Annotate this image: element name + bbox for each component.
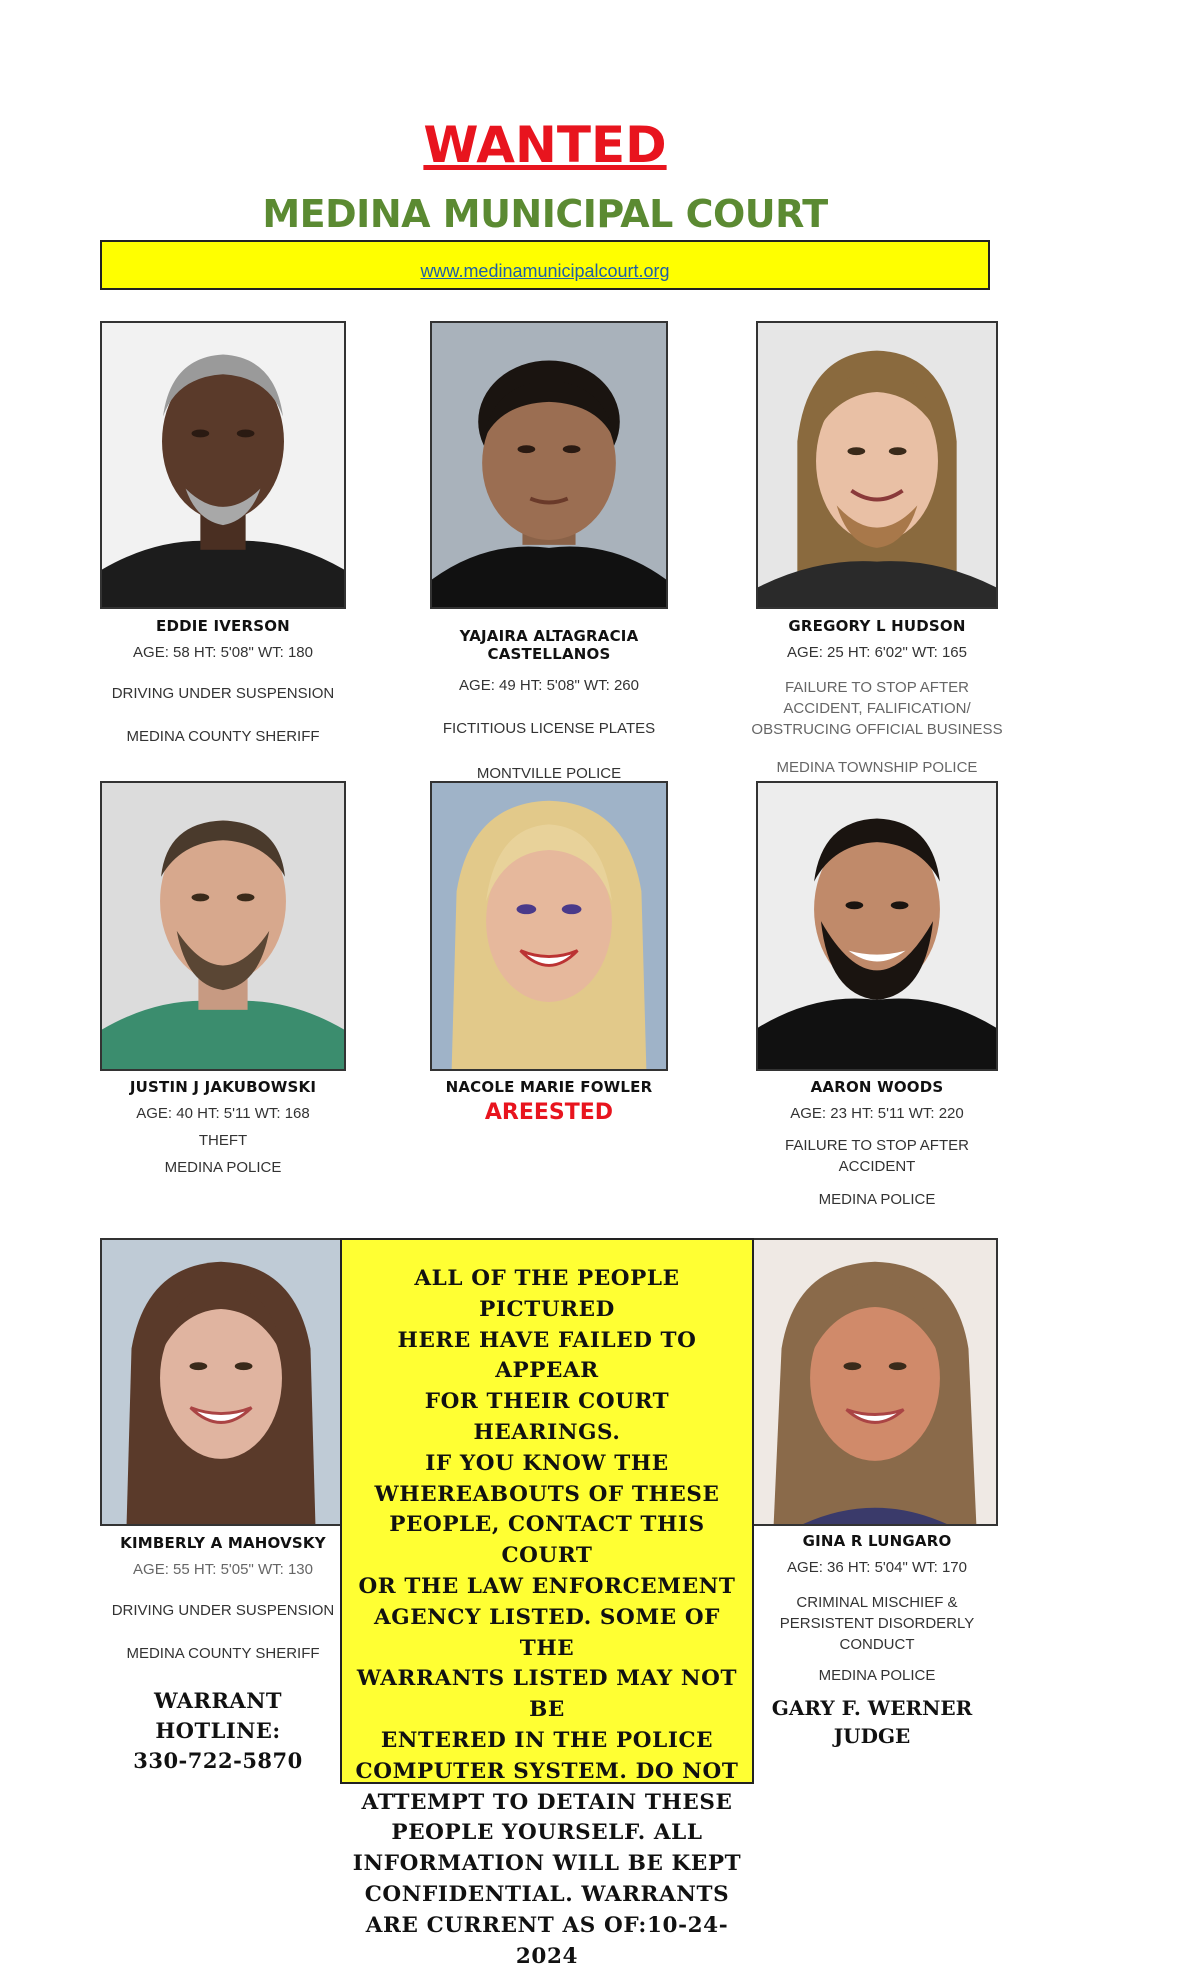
person-stats: AGE: 23 HT: 5'11 WT: 220 xyxy=(790,1105,964,1122)
notice-line: ENTERED IN THE POLICE xyxy=(380,1727,714,1753)
notice-line: IF YOU KNOW THE xyxy=(425,1450,669,1476)
person-stats: AGE: 25 HT: 6'02" WT: 165 xyxy=(787,644,967,661)
person-agency: MEDINA POLICE xyxy=(818,1191,936,1208)
notice-line: PEOPLE, CONTACT THIS COURT xyxy=(389,1512,705,1569)
person-name-line1: YAJAIRA ALTAGRACIA xyxy=(459,627,639,645)
person-card-gina-lungaro xyxy=(737,1532,1017,1686)
person-charge: DRIVING UNDER SUSPENSION xyxy=(111,685,335,702)
person-card-eddie-iverson xyxy=(80,617,366,747)
arrested-status: AREESTED xyxy=(484,1100,614,1125)
person-charge-line1: CRIMINAL MISCHIEF & xyxy=(796,1594,958,1611)
notice-line: OR THE LAW ENFORCEMENT xyxy=(358,1573,736,1599)
notice-line: FOR THEIR COURT HEARINGS. xyxy=(424,1389,670,1445)
notice-line: INFORMATION WILL BE KEPT xyxy=(352,1851,742,1877)
person-charge: DRIVING UNDER SUSPENSION xyxy=(111,1602,335,1619)
mugshot-yajaira-castellanos xyxy=(430,321,668,609)
judge-title: JUDGE xyxy=(833,1724,911,1748)
person-charge-line2: ACCIDENT xyxy=(838,1158,916,1175)
person-agency: MEDINA COUNTY SHERIFF xyxy=(126,1645,320,1662)
person-name: AARON WOODS xyxy=(810,1078,944,1096)
person-card-kimberly-mahovsky xyxy=(80,1534,366,1664)
person-card-aaron-woods xyxy=(737,1078,1017,1210)
mugshot-kimberly-mahovsky xyxy=(100,1238,342,1526)
person-agency: MEDINA TOWNSHIP POLICE xyxy=(776,759,978,776)
mugshot-justin-jakubowski xyxy=(100,781,346,1071)
hotline-label-line1: WARRANT xyxy=(153,1688,283,1713)
person-stats: AGE: 55 HT: 5'05" WT: 130 xyxy=(133,1561,313,1578)
notice-line: ARE CURRENT AS OF:10-24-2024 xyxy=(365,1912,729,1969)
mugshot-gina-lungaro xyxy=(752,1238,998,1526)
person-name: GINA R LUNGARO xyxy=(802,1532,952,1550)
person-card-nacole-fowler xyxy=(410,1078,688,1125)
person-name: NACOLE MARIE FOWLER xyxy=(445,1078,653,1096)
person-charge-line3: OBSTRUCING OFFICIAL BUSINESS xyxy=(751,721,1003,738)
judge-signature xyxy=(752,1694,992,1750)
person-agency: MEDINA COUNTY SHERIFF xyxy=(126,728,320,745)
notice-line: ALL OF THE PEOPLE PICTURED xyxy=(414,1266,680,1322)
hotline-label-line2: HOTLINE: xyxy=(155,1718,281,1743)
mugshot-aaron-woods xyxy=(756,781,998,1071)
notice-line: PEOPLE YOURSELF. ALL xyxy=(391,1820,703,1846)
person-card-yajaira-castellanos xyxy=(410,627,688,784)
person-charge-line3: CONDUCT xyxy=(839,1636,915,1653)
person-stats: AGE: 49 HT: 5'08" WT: 260 xyxy=(459,677,639,694)
person-agency: MONTVILLE POLICE xyxy=(476,765,622,782)
court-name: MEDINA MUNICIPAL COURT xyxy=(262,192,828,236)
person-charge-line2: PERSISTENT DISORDERLY xyxy=(779,1615,975,1632)
warning-notice xyxy=(340,1238,754,1969)
mugshot-eddie-iverson xyxy=(100,321,346,609)
person-name: EDDIE IVERSON xyxy=(156,617,290,635)
notice-line: AGENCY LISTED. SOME OF THE xyxy=(373,1604,721,1661)
notice-line: CONFIDENTIAL. WARRANTS xyxy=(364,1881,730,1907)
person-agency: MEDINA POLICE xyxy=(164,1159,282,1176)
hotline-phone[interactable]: 330-722-5870 xyxy=(133,1748,303,1773)
judge-name: GARY F. WERNER xyxy=(771,1696,973,1720)
person-charge: THEFT xyxy=(198,1132,248,1149)
website-link[interactable]: www.medinamunicipalcourt.org xyxy=(420,261,670,281)
mugshot-gregory-hudson xyxy=(756,321,998,609)
person-card-justin-jakubowski xyxy=(80,1078,366,1178)
person-name: JUSTIN J JAKUBOWSKI xyxy=(129,1078,317,1096)
person-stats: AGE: 36 HT: 5'04" WT: 170 xyxy=(787,1559,967,1576)
warrant-hotline xyxy=(98,1686,338,1776)
notice-line: WHEREABOUTS OF THESE xyxy=(374,1481,720,1507)
notice-line: HERE HAVE FAILED TO APPEAR xyxy=(397,1327,697,1384)
website-banner xyxy=(100,240,990,290)
person-name: KIMBERLY A MAHOVSKY xyxy=(120,1534,326,1552)
person-name: GREGORY L HUDSON xyxy=(788,617,966,635)
person-card-gregory-hudson xyxy=(737,617,1017,778)
person-charge-line1: FAILURE TO STOP AFTER xyxy=(785,1137,969,1154)
page-title: WANTED xyxy=(423,116,667,174)
person-name-line2: CASTELLANOS xyxy=(487,645,611,663)
notice-line: WARRANTS LISTED MAY NOT BE xyxy=(356,1666,738,1723)
person-stats: AGE: 40 HT: 5'11 WT: 168 xyxy=(136,1105,310,1122)
person-agency: MEDINA POLICE xyxy=(818,1667,936,1684)
notice-line: ATTEMPT TO DETAIN THESE xyxy=(361,1789,733,1815)
mugshot-nacole-fowler xyxy=(430,781,668,1071)
person-charge-line2: ACCIDENT, FALIFICATION/ xyxy=(783,700,971,717)
person-charge-line1: FAILURE TO STOP AFTER xyxy=(785,679,969,696)
notice-line: COMPUTER SYSTEM. DO NOT xyxy=(355,1758,739,1784)
person-charge: FICTITIOUS LICENSE PLATES xyxy=(442,720,656,737)
person-stats: AGE: 58 HT: 5'08" WT: 180 xyxy=(133,644,313,661)
